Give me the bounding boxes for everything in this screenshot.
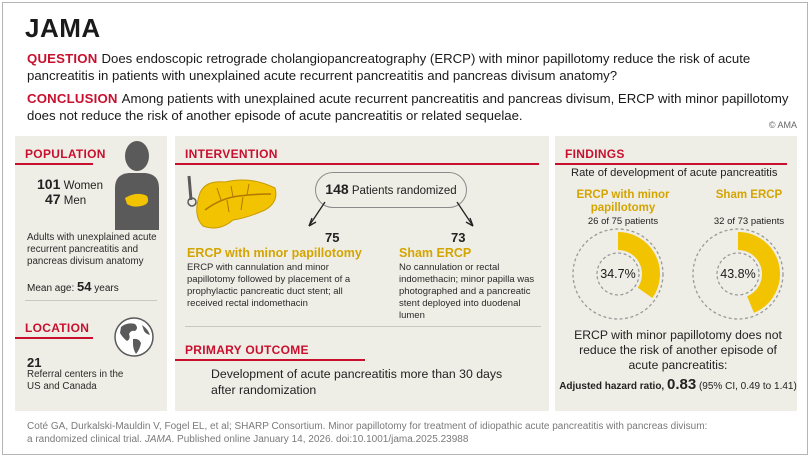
randomized-label: Patients randomized xyxy=(351,185,457,197)
group1-percent-label: 34.7% xyxy=(600,267,636,281)
citation-prefix: a randomized clinical trial. xyxy=(27,434,145,445)
arm1-title: ERCP with minor papillotomy xyxy=(187,246,362,260)
women-number: 101 xyxy=(37,176,61,192)
conclusion-text: Among patients with unexplained acute recurrent pancreatitis and pancreas divisum, ERCP with minor papillotomy does not reduce the risk of another episode of acute pancreatitis or related sequelae. xyxy=(27,91,789,123)
arm2-description: No cannulation or rectal indomethacin; minor papilla was photographed and a pancreatic stent deployed into duodenal lumen xyxy=(399,262,535,321)
person-icon xyxy=(111,138,163,230)
question-label: QUESTION xyxy=(27,51,98,66)
group2-title: Sham ERCP xyxy=(715,189,783,201)
citation-suffix: . Published online January 14, 2026. doi:10.1001/jama.2025.23988 xyxy=(171,434,469,445)
globe-icon xyxy=(113,316,155,358)
mean-age-value: 54 xyxy=(77,279,92,294)
group2-subtitle: 32 of 73 patients xyxy=(713,216,785,227)
location-rule xyxy=(15,337,93,339)
outcome-text: Development of acute pancreatitis more than 30 days after randomization xyxy=(211,367,503,397)
infographic-frame xyxy=(2,2,808,455)
question-text: Does endoscopic retrograde cholangiopancreatography (ERCP) with minor papillotomy reduce the risk of acute pancreatitis in patients with unexplained acute recurrent pancreatitis and pancreas divisum anatomy? xyxy=(27,51,751,83)
arm2-count: 73 xyxy=(451,230,466,245)
citation-line-1: Coté GA, Durkalski-Mauldin V, Fogel EL, et al; SHARP Consortium. Minor papillotomy for treatment of idiopathic acute pancreatitis with pancreas divisum: xyxy=(27,421,708,432)
findings-heading: FINDINGS xyxy=(565,147,625,161)
mean-age-label: Mean age: xyxy=(27,283,75,294)
findings-rule xyxy=(555,163,787,165)
men-count xyxy=(45,191,86,207)
group1-subtitle: 26 of 75 patients xyxy=(587,216,659,227)
conclusion-block xyxy=(27,90,797,124)
women-count xyxy=(37,176,103,192)
hazard-ratio-ci: (95% CI, 0.49 to 1.41) xyxy=(698,381,797,392)
left-divider xyxy=(25,300,157,301)
group1-title: ERCP with minor papillotomy xyxy=(576,189,670,214)
women-label: Women xyxy=(63,180,103,192)
group2-percent-label: 43.8% xyxy=(720,267,756,281)
copyright: © AMA xyxy=(768,120,797,130)
population-rule xyxy=(15,163,93,165)
hazard-ratio-value: 0.83 xyxy=(666,376,697,393)
arm1-description: ERCP with cannulation and minor papillotomy followed by placement of a prophylactic pancreatic duct stent; all received rectal indomethacin xyxy=(187,262,351,309)
findings-panel xyxy=(555,136,797,411)
hazard-ratio-label: Adjusted hazard ratio, xyxy=(559,381,665,392)
findings-statement: ERCP with minor papillotomy does not reduce the risk of another episode of acute pancreatitis: xyxy=(574,328,782,372)
men-label: Men xyxy=(63,195,87,207)
arm2-title: Sham ERCP xyxy=(399,246,472,260)
outcome-heading: PRIMARY OUTCOME xyxy=(185,343,309,357)
citation-line-2 xyxy=(27,433,797,446)
population-description: Adults with unexplained acute recurrent pancreatitis and pancreas divisum anatomy xyxy=(27,232,157,267)
citation-journal: JAMA xyxy=(144,434,172,445)
location-heading: LOCATION xyxy=(25,321,90,335)
mid-divider xyxy=(185,326,541,327)
randomized-count: 148 xyxy=(325,181,349,197)
intervention-panel xyxy=(175,136,549,411)
citation xyxy=(27,420,797,446)
referral-count: 21 xyxy=(27,355,42,370)
mean-age-unit: years xyxy=(94,283,119,294)
findings-subtitle: Rate of development of acute pancreatitis xyxy=(571,167,778,179)
arm1-count: 75 xyxy=(325,230,340,245)
population-heading: POPULATION xyxy=(25,147,106,161)
journal-logo: JAMA xyxy=(25,13,101,43)
men-number: 47 xyxy=(45,191,61,207)
referral-description: Referral centers in the US and Canada xyxy=(27,369,124,392)
hazard-ratio xyxy=(559,376,797,393)
question-block xyxy=(27,50,797,84)
outcome-rule xyxy=(175,359,365,361)
population-panel xyxy=(15,136,167,411)
allocation-arrows xyxy=(175,136,549,256)
conclusion-label: CONCLUSION xyxy=(27,91,118,106)
donut-charts xyxy=(555,226,797,326)
mean-age xyxy=(27,279,119,294)
intervention-heading: INTERVENTION xyxy=(185,147,278,161)
